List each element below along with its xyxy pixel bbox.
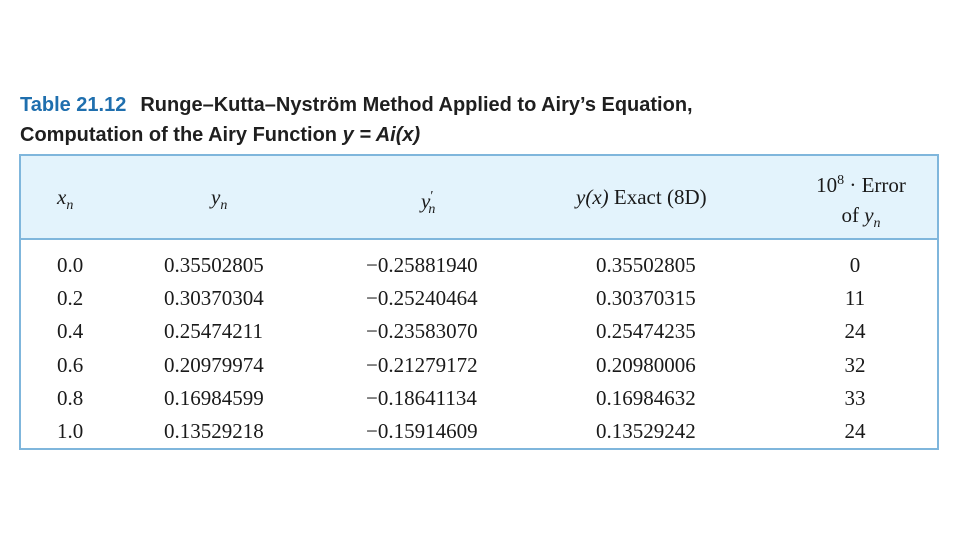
caption-line-1	[20, 90, 940, 120]
cell-error: 11	[844, 286, 866, 310]
cell-x: 0.2	[57, 286, 84, 310]
cell-y: 0.30370304	[164, 286, 264, 310]
table-row	[21, 382, 937, 415]
header-xn: $x_n$	[57, 185, 74, 214]
cell-y: 0.20979974	[164, 353, 264, 377]
cell-x: 0.8	[57, 386, 84, 410]
table-row	[21, 249, 937, 282]
cell-exact: 0.35502805	[596, 253, 696, 277]
header-error	[796, 166, 926, 239]
caption-title: Runge–Kutta–Nyström Method Applied to Airy’s Equation,	[140, 94, 693, 116]
cell-y: 0.25474211	[164, 319, 263, 343]
cell-error: 0	[849, 253, 861, 277]
cell-x: 0.0	[57, 253, 84, 277]
cell-x: 0.6	[57, 353, 84, 377]
data-table	[19, 154, 939, 450]
cell-error: 32	[844, 353, 866, 377]
cell-exact: 0.16984632	[596, 386, 696, 410]
cell-x: 1.0	[57, 419, 84, 443]
caption-math: y = Ai(x)	[342, 124, 421, 146]
header-yn: $y_n$	[211, 185, 228, 214]
header-yn-prime: $y'_n$	[421, 189, 436, 218]
cell-error: 33	[844, 386, 866, 410]
table-header	[21, 156, 937, 240]
caption-line-2	[20, 120, 940, 150]
cell-y-prime: −0.25240464	[366, 286, 478, 310]
cell-exact: 0.13529242	[596, 419, 696, 443]
cell-y-prime: −0.21279172	[366, 353, 478, 377]
cell-y: 0.35502805	[164, 253, 264, 277]
table-row	[21, 349, 937, 382]
cell-x: 0.4	[57, 319, 84, 343]
cell-y-prime: −0.25881940	[366, 253, 478, 277]
table-row	[21, 315, 937, 348]
cell-y: 0.13529218	[164, 419, 264, 443]
cell-exact: 0.30370315	[596, 286, 696, 310]
cell-exact: 0.25474235	[596, 319, 696, 343]
header-error-line2: of $y_n$	[841, 203, 881, 232]
cell-y: 0.16984599	[164, 386, 264, 410]
table-caption	[20, 90, 940, 150]
cell-y-prime: −0.23583070	[366, 319, 478, 343]
cell-error: 24	[844, 419, 866, 443]
table-row	[21, 415, 937, 448]
table-label: Table 21.12	[20, 94, 127, 116]
caption-subtitle: Computation of the Airy Function	[20, 124, 343, 146]
table-row	[21, 282, 937, 315]
cell-exact: 0.20980006	[596, 353, 696, 377]
cell-error: 24	[844, 319, 866, 343]
cell-y-prime: −0.18641134	[366, 386, 477, 410]
cell-y-prime: −0.15914609	[366, 419, 478, 443]
header-exact: y(x) Exact (8D)	[576, 185, 707, 209]
header-error-line1: $10^8$ · Error	[816, 173, 906, 197]
